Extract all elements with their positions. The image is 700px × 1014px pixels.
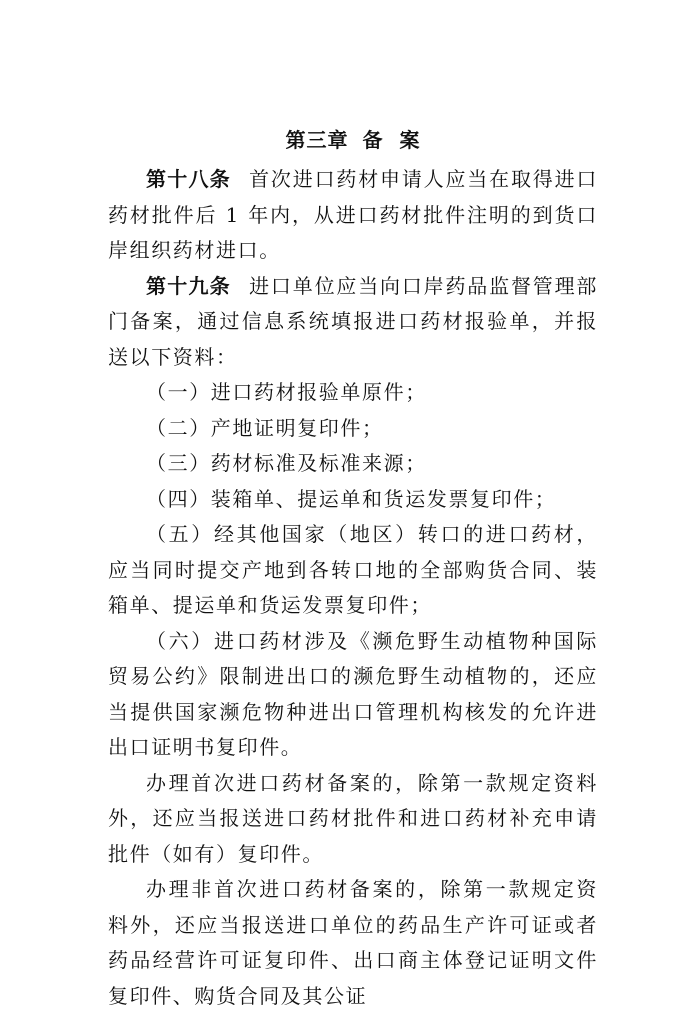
article-19-paragraph-3: 办理非首次进口药材备案的，除第一款规定资料外，还应当报送进口单位的药品生产许可证或者药品经营许可证复印件、出口商主体登记证明文件复印件、购货合同及其公证 [108,877,598,1008]
article-19-item-6: （六）进口药材涉及《濒危野生动植物种国际贸易公约》限制进出口的濒危野生动植物的，还应当提供国家濒危物种进出口管理机构核发的允许进出口证明书复印件。 [108,628,598,759]
chapter-name: 备 案 [362,128,421,152]
article-19-item-1: （一）进口药材报验单原件； [146,380,427,404]
article-19-paragraph-2: 办理首次进口药材备案的，除第一款规定资料外，还应当报送进口药材批件和进口药材补充申请批件（如有）复印件。 [108,770,598,866]
article-19-label: 第十九条 [146,273,231,298]
article-18 [108,162,598,269]
chapter-number: 第三章 [285,128,349,152]
article-18-text: 首次进口药材申请人应当在取得进口药材批件后 1 年内，从进口药材批件注明的到货口岸组织药材进口。 [108,167,599,262]
article-19-item-3: （三）药材标准及标准来源； [146,451,427,475]
article-18-label: 第十八条 [146,167,231,191]
article-19-intro: 进口单位应当向口岸药品监督管理部门备案，通过信息系统填报进口药材报验单，并报送以下资料： [108,273,599,369]
chapter-title [108,122,598,158]
article-19 [108,269,598,376]
document-page [108,122,598,1014]
article-19-item-4: （四）装箱单、提运单和货运发票复印件； [146,486,557,511]
article-19-item-2: （二）产地证明复印件； [146,415,384,440]
article-19-item-5: （五）经其他国家（地区）转口的进口药材，应当同时提交产地到各转口地的全部购货合同、装箱单、提运单和货运发票复印件； [108,522,598,617]
